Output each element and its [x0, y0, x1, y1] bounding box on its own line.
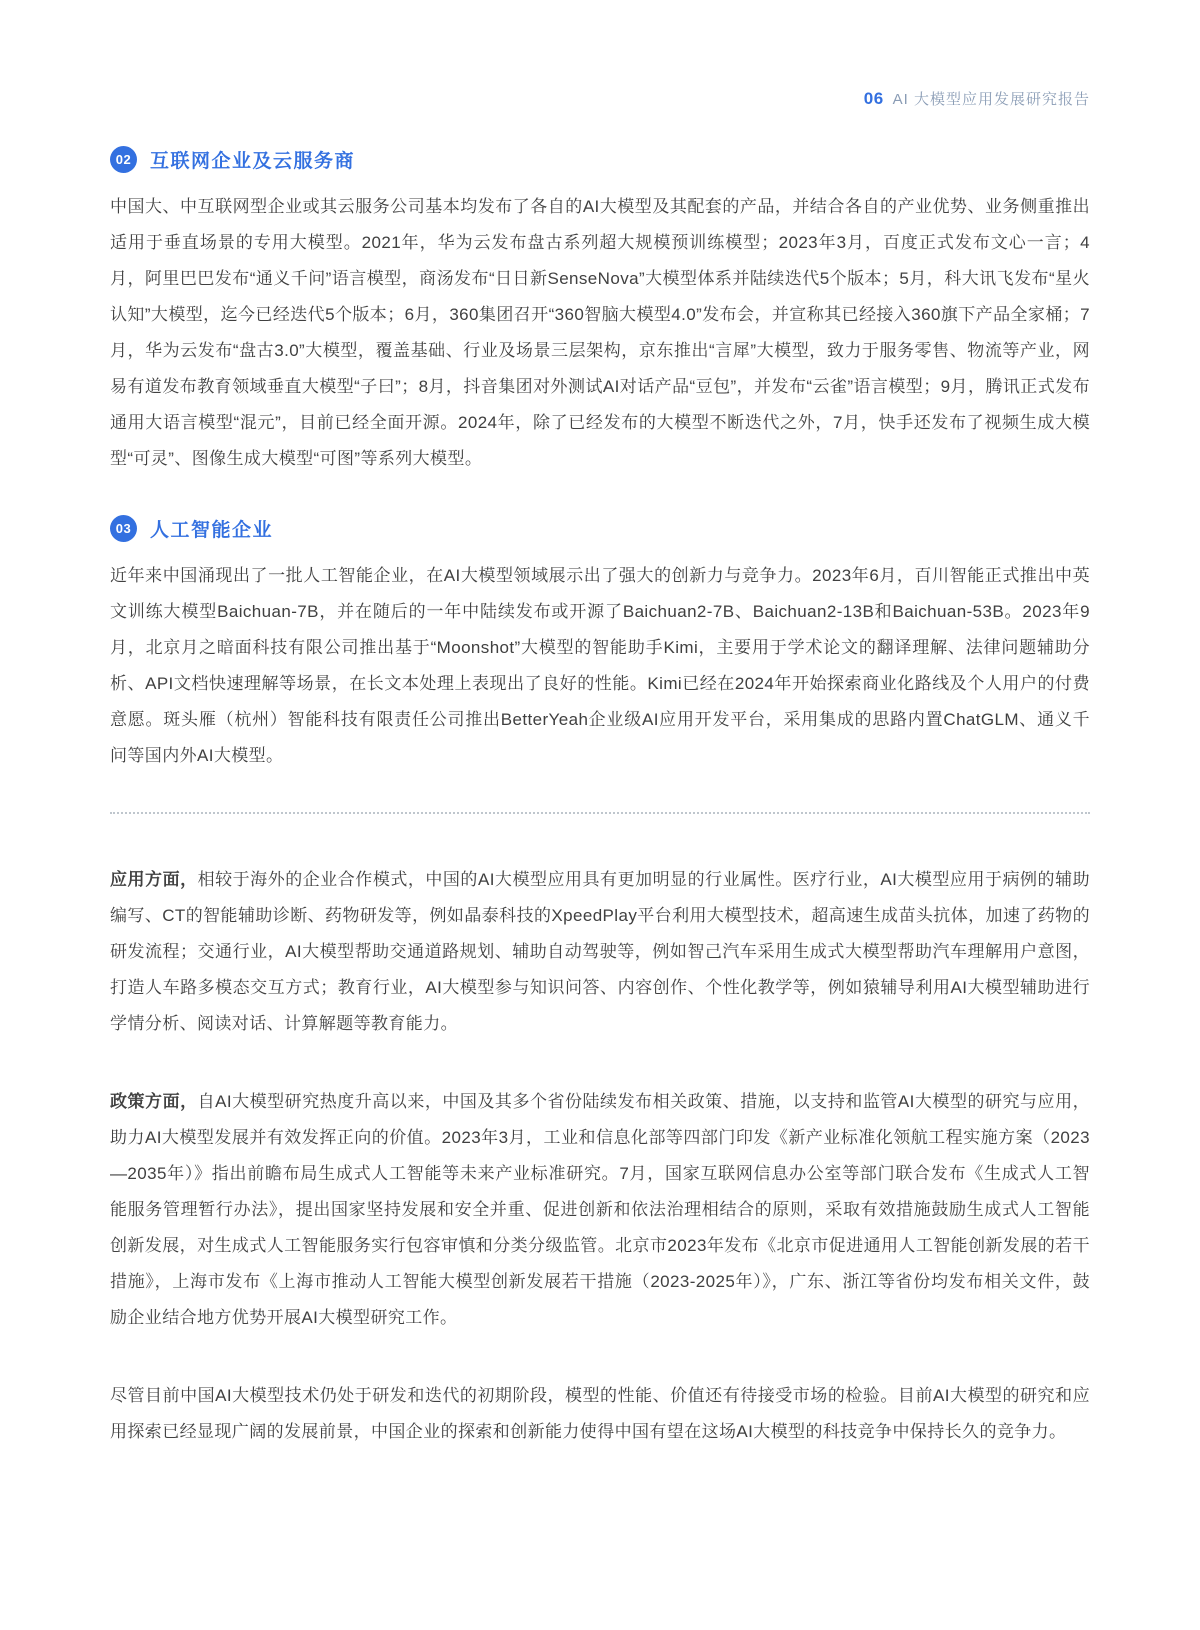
section-internet-cloud: [110, 146, 1090, 477]
page-header: [864, 88, 1090, 109]
page-number: 06: [863, 89, 884, 108]
paragraph-conclusion: [110, 1378, 1090, 1450]
paragraph-body-policy: 自AI大模型研究热度升高以来，中国及其多个省份陆续发布相关政策、措施，以支持和监管AI大模型的研究与应用，助力AI大模型发展并有效发挥正向的价值。2023年3月，工业和信息化部等四部门印发《新产业标准化领航工程实施方案（2023—2035年）》指出前瞻布局生成式人工智能等未来产业标准研究。7月，国家互联网信息办公室等部门联合发布《生成式人工智能服务管理暂行办法》，提出国家坚持发展和安全并重、促进创新和依法治理相结合的原则，采取有效措施鼓励生成式人工智能创新发展，对生成式人工智能服务实行包容审慎和分类分级监管。北京市2023年发布《北京市促进通用人工智能创新发展的若干措施》，上海市发布《上海市推动人工智能大模型创新发展若干措施（2023-2025年）》，广东、浙江等省份均发布相关文件，鼓励企业结合地方优势开展AI大模型研究工作。: [110, 1092, 1090, 1327]
paragraph-body-conclusion: 尽管目前中国AI大模型技术仍处于研发和迭代的初期阶段，模型的性能、价值还有待接受市场的检验。目前AI大模型的研究和应用探索已经显现广阔的发展前景，中国企业的探索和创新能力使得中国有望在这场AI大模型的科技竞争中保持长久的竞争力。: [110, 1386, 1090, 1441]
paragraph-application: [110, 862, 1090, 1042]
paragraph-policy: [110, 1084, 1090, 1336]
section-title: 人工智能企业: [150, 520, 274, 541]
section-number-badge: 02: [110, 146, 137, 173]
section-ai-companies: [110, 515, 1090, 774]
section-number-badge: 03: [110, 515, 137, 542]
section-heading: [110, 146, 1090, 173]
section-paragraph: 中国大、中互联网型企业或其云服务公司基本均发布了各自的AI大模型及其配套的产品，并结合各自的产业优势、业务侧重推出适用于垂直场景的专用大模型。2021年，华为云发布盘古系列超大规模预训练模型；2023年3月，百度正式发布文心一言；4月，阿里巴巴发布“通义千问”语言模型，商汤发布“日日新SenseNova”大模型体系并陆续迭代5个版本；5月，科大讯飞发布“星火认知”大模型，迄今已经迭代5个版本；6月，360集团召开“360智脑大模型4.0”发布会，并宣称其已经接入360旗下产品全家桶；7月，华为云发布“盘古3.0”大模型，覆盖基础、行业及场景三层架构，京东推出“言犀”大模型，致力于服务零售、物流等产业，网易有道发布教育领域垂直大模型“子曰”；8月，抖音集团对外测试AI对话产品“豆包”，并发布“云雀”语言模型；9月，腾讯正式发布通用大语言模型“混元”，目前已经全面开源。2024年，除了已经发布的大模型不断迭代之外，7月，快手还发布了视频生成大模型“可灵”、图像生成大模型“可图”等系列大模型。: [110, 197, 1090, 468]
section-paragraph: 近年来中国涌现出了一批人工智能企业，在AI大模型领域展示出了强大的创新力与竞争力。2023年6月，百川智能正式推出中英文训练大模型Baichuan-7B，并在随后的一年中陆续发布或开源了Baichuan2-7B、Baichuan2-13B和Baichuan-53B。2023年9月，北京月之暗面科技有限公司推出基于“Moonshot”大模型的智能助手Kimi，主要用于学术论文的翻译理解、法律问题辅助分析、API文档快速理解等场景，在长文本处理上表现出了良好的性能。Kimi已经在2024年开始探索商业化路线及个人用户的付费意愿。斑头雁（杭州）智能科技有限责任公司推出BetterYeah企业级AI应用开发平台，采用集成的思路内置ChatGLM、通义千问等国内外AI大模型。: [110, 566, 1090, 765]
paragraph-lead-policy: 政策方面，: [110, 1092, 198, 1111]
section-heading: [110, 515, 1090, 542]
dotted-divider: [110, 812, 1090, 814]
paragraph-lead-application: 应用方面，: [110, 870, 198, 889]
report-title: AI 大模型应用发展研究报告: [892, 91, 1090, 108]
section-title: 互联网企业及云服务商: [150, 151, 356, 172]
paragraph-body-application: 相较于海外的企业合作模式，中国的AI大模型应用具有更加明显的行业属性。医疗行业，AI大模型应用于病例的辅助编写、CT的智能辅助诊断、药物研发等，例如晶泰科技的XpeedPlay平台利用大模型技术，超高速生成苗头抗体，加速了药物的研发流程；交通行业，AI大模型帮助交通道路规划、辅助自动驾驶等，例如智己汽车采用生成式大模型帮助汽车理解用户意图，打造人车路多模态交互方式；教育行业，AI大模型参与知识问答、内容创作、个性化教学等，例如猿辅导利用AI大模型辅助进行学情分析、阅读对话、计算解题等教育能力。: [110, 870, 1090, 1033]
